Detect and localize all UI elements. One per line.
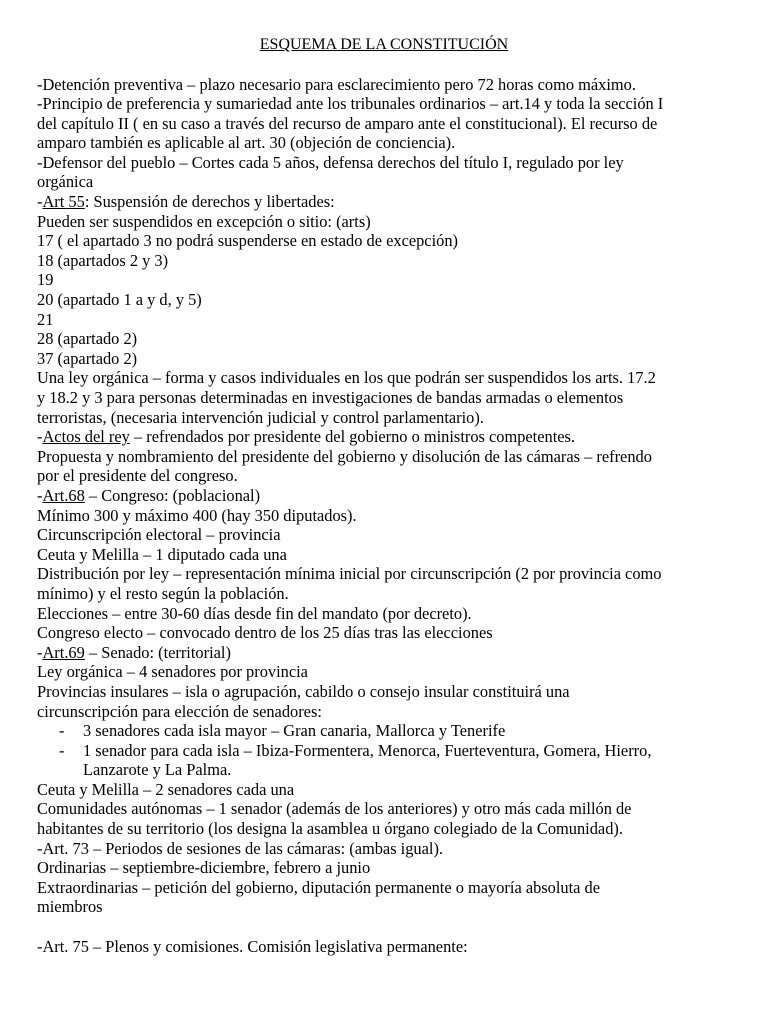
text-line	[37, 270, 762, 290]
text-line	[37, 290, 762, 310]
line-text: habitantes de su territorio (los designa la asamblea u órgano colegiado de la Comunidad).	[37, 819, 623, 839]
line-text: y 18.2 y 3 para personas determinadas en investigaciones de bandas armadas o elementos	[37, 388, 624, 407]
line-text: : Suspensión de derechos y libertades:	[84, 192, 335, 212]
text-line	[37, 937, 762, 957]
line-text: -Detención preventiva – plazo necesario para esclarecimiento pero 72 horas como máximo.	[37, 74, 636, 94]
line-text: orgánica	[37, 172, 94, 192]
line-prefix: -	[37, 427, 43, 447]
text-line	[37, 819, 762, 839]
line-prefix: -	[37, 642, 43, 662]
article-heading: Art 55	[42, 192, 85, 212]
line-text: Ordinarias – septiembre-diciembre, febrero a junio	[37, 858, 371, 878]
line-text: 3 senadores cada isla mayor – Gran canaria, Mallorca y Tenerife	[83, 721, 506, 741]
text-line	[37, 466, 762, 486]
line-prefix: -	[37, 192, 43, 212]
bullet-dash: -	[59, 721, 65, 741]
line-text: – refrendados por presidente del gobierno o ministros competentes.	[129, 427, 576, 447]
text-line	[37, 604, 762, 624]
text-line	[37, 133, 762, 153]
text-line	[37, 545, 762, 565]
article-heading: Art.68	[42, 485, 85, 505]
text-line	[37, 310, 762, 330]
page-title: ESQUEMA DE LA CONSTITUCIÓN	[259, 36, 509, 53]
text-line	[37, 643, 762, 663]
text-line	[37, 192, 762, 212]
text-line	[37, 878, 762, 898]
line-text: Lanzarote y La Palma.	[83, 760, 232, 780]
text-line	[37, 662, 762, 682]
document-body	[37, 75, 762, 957]
blank-line	[37, 917, 762, 937]
text-line	[37, 388, 762, 408]
text-line	[37, 427, 762, 447]
line-text: Una ley orgánica – forma y casos individuales en los que podrán ser suspendidos los arts. 17.2	[37, 368, 656, 388]
text-line	[37, 858, 762, 878]
line-text: 21	[37, 309, 54, 329]
line-text: terroristas, (necesaria intervención judicial y control parlamentario).	[37, 407, 484, 427]
line-text: – Senado: (territorial)	[84, 642, 231, 662]
text-line	[37, 251, 762, 271]
article-heading: Art.69	[42, 642, 85, 662]
line-text: Mínimo 300 y máximo 400 (hay 350 diputados).	[37, 505, 357, 525]
line-text: 19	[37, 270, 54, 290]
bullet-continuation	[37, 760, 762, 780]
line-text: Pueden ser suspendidos en excepción o sitio: (arts)	[37, 211, 371, 231]
line-text: del capítulo II ( en su caso a través del recurso de amparo ante el constitucional). El recurso de	[37, 113, 658, 133]
text-line	[37, 702, 762, 722]
line-text: 18 (apartados 2 y 3)	[37, 250, 169, 270]
line-text: Provincias insulares – isla o agrupación, cabildo o consejo insular constituirá una	[37, 681, 570, 701]
line-text: mínimo) y el resto según la población.	[37, 583, 289, 603]
text-line	[37, 506, 762, 526]
line-text: -Principio de preferencia y sumariedad ante los tribunales ordinarios – art.14 y toda la sección I	[37, 94, 664, 114]
article-heading: Actos del rey	[42, 427, 130, 447]
text-line	[37, 623, 762, 643]
line-text: Distribución por ley – representación mínima inicial por circunscripción (2 por provincia como	[37, 564, 662, 584]
line-text: amparo también es aplicable al art. 30 (objeción de conciencia).	[37, 133, 456, 153]
line-text: por el presidente del congreso.	[37, 466, 238, 486]
line-text: Comunidades autónomas – 1 senador (además de los anteriores) y otro más cada millón de	[37, 799, 632, 819]
line-prefix: -	[37, 485, 43, 505]
line-text: Ceuta y Melilla – 2 senadores cada una	[37, 779, 295, 799]
text-line	[37, 584, 762, 604]
text-line	[37, 349, 762, 369]
text-line	[37, 231, 762, 251]
line-text: miembros	[37, 897, 103, 917]
text-line	[37, 212, 762, 232]
line-text: 17 ( el apartado 3 no podrá suspenderse en estado de excepción)	[37, 231, 458, 251]
text-line	[37, 525, 762, 545]
line-text: circunscripción para elección de senadores:	[37, 701, 322, 721]
line-text: -Art. 73 – Periodos de sesiones de las cámaras: (ambas igual).	[37, 838, 444, 858]
bullet-item	[37, 741, 762, 761]
line-text: Extraordinarias – petición del gobierno, diputación permanente o mayoría absoluta de	[37, 877, 601, 897]
text-line	[37, 897, 762, 917]
line-text: 28 (apartado 2)	[37, 329, 138, 349]
line-text: Elecciones – entre 30-60 días desde fin del mandato (por decreto).	[37, 603, 472, 623]
text-line	[37, 486, 762, 506]
text-line	[37, 447, 762, 467]
line-text: Congreso electo – convocado dentro de los 25 días tras las elecciones	[37, 623, 493, 643]
text-line	[37, 75, 762, 95]
line-text: Circunscripción electoral – provincia	[37, 525, 281, 545]
text-line	[37, 153, 762, 173]
text-line	[37, 368, 762, 388]
line-text: Ceuta y Melilla – 1 diputado cada una	[37, 544, 287, 564]
text-line	[37, 114, 762, 134]
text-line	[37, 682, 762, 702]
line-text: -Defensor del pueblo – Cortes cada 5 años, defensa derechos del título I, regulado por ley	[37, 152, 624, 172]
text-line	[37, 564, 762, 584]
line-text: 20 (apartado 1 a y d, y 5)	[37, 290, 202, 310]
line-text: -Art. 75 – Plenos y comisiones. Comisión legislativa permanente:	[37, 936, 468, 956]
bullet-dash: -	[59, 740, 65, 760]
line-text: Propuesta y nombramiento del presidente del gobierno y disolución de las cámaras – refrendo	[37, 446, 652, 466]
line-text: Ley orgánica – 4 senadores por provincia	[37, 662, 308, 682]
text-line	[37, 780, 762, 800]
text-line	[37, 799, 762, 819]
line-text: – Congreso: (poblacional)	[84, 485, 261, 505]
bullet-item	[37, 721, 762, 741]
line-text: 37 (apartado 2)	[37, 348, 138, 368]
text-line	[37, 408, 762, 428]
text-line	[37, 172, 762, 192]
line-text: 1 senador para cada isla – Ibiza-Formentera, Menorca, Fuerteventura, Gomera, Hierro,	[83, 740, 652, 760]
text-line	[37, 94, 762, 114]
text-line	[37, 839, 762, 859]
text-line	[37, 329, 762, 349]
